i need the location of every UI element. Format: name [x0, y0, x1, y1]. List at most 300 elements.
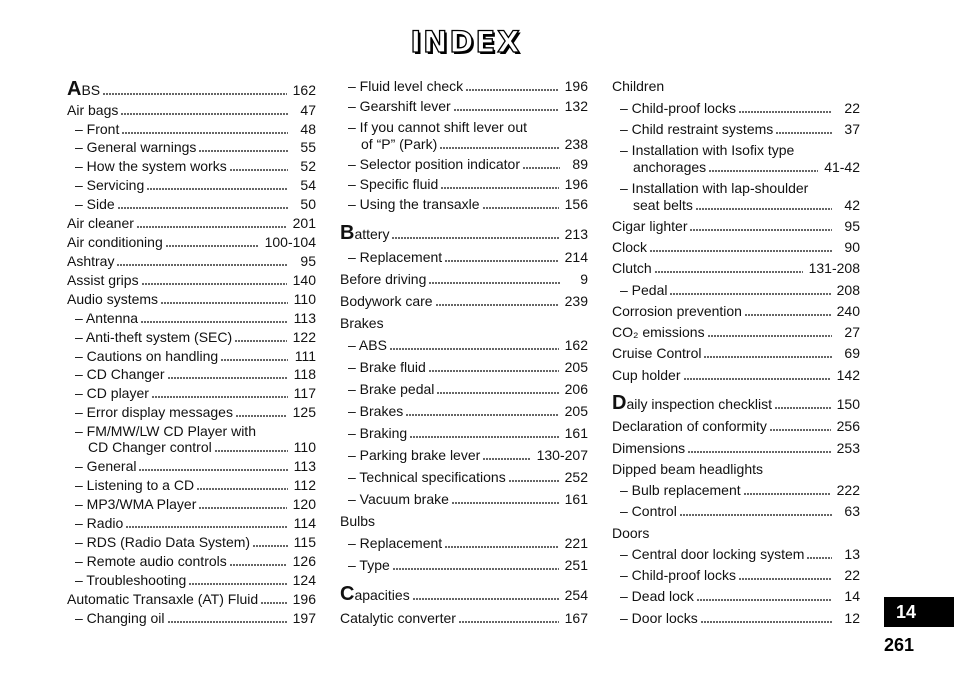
- entry-page: 205: [564, 359, 588, 375]
- entry-label: Cup holder: [612, 367, 681, 383]
- index-entry: [340, 468, 588, 486]
- index-entry: [340, 424, 588, 442]
- entry-label: – Child-proof locks: [620, 567, 736, 583]
- entry-page: 205: [564, 403, 588, 419]
- entry-page: 142: [836, 367, 860, 383]
- index-entry: [340, 512, 588, 530]
- dot-leader: [775, 407, 831, 409]
- index-entry: [67, 609, 316, 627]
- index-entry: [67, 514, 316, 532]
- entry-page: 254: [564, 587, 588, 603]
- entry-label: – FM/MW/LW CD Player with: [75, 423, 256, 439]
- index-entry: [612, 302, 860, 320]
- entry-label: – Control: [620, 503, 677, 519]
- dot-leader: [445, 260, 558, 262]
- index-entry: [612, 393, 860, 413]
- dot-leader: [166, 245, 259, 247]
- entry-label: – Side: [75, 196, 115, 212]
- dot-leader: [161, 302, 288, 304]
- entry-page: 126: [292, 553, 316, 569]
- entry-label: seat belts: [633, 197, 693, 213]
- entry-label: – Servicing: [75, 177, 145, 193]
- entry-page: 197: [292, 610, 316, 626]
- entry-page: 161: [564, 491, 588, 507]
- dot-leader: [684, 378, 831, 380]
- index-entry: [612, 545, 860, 563]
- dot-leader: [680, 514, 832, 516]
- index-entry: [612, 120, 860, 138]
- entry-page: 196: [292, 591, 316, 607]
- entry-label: – Cautions on handling: [75, 348, 219, 364]
- index-entry: [340, 97, 588, 115]
- entry-label: anchorages: [633, 159, 707, 175]
- entry-label: CD Changer control: [88, 439, 212, 455]
- entry-label: – Type: [348, 557, 390, 573]
- index-entry: [340, 314, 588, 332]
- entry-label: – Bulb replacement: [620, 482, 741, 498]
- entry-label: Doors: [612, 525, 650, 541]
- entry-page: 117: [293, 385, 316, 401]
- dot-leader: [152, 396, 288, 398]
- dot-leader: [445, 546, 558, 548]
- entry-label: Brakes: [340, 315, 384, 331]
- dot-leader: [253, 545, 288, 547]
- entry-page: 111: [294, 348, 316, 364]
- index-entry: [340, 292, 588, 310]
- entry-label: Capacities: [340, 583, 410, 605]
- index-entry: [612, 587, 860, 605]
- index-entry: [340, 175, 588, 193]
- entry-page: 201: [292, 215, 316, 231]
- index-entry: [612, 366, 860, 384]
- index-entry: [612, 99, 860, 117]
- index-entry: [612, 344, 860, 362]
- index-entry: [67, 138, 316, 156]
- entry-label: Assist grips: [67, 272, 139, 288]
- dot-leader: [392, 237, 558, 239]
- index-entry: [67, 120, 316, 138]
- dot-leader: [701, 621, 832, 623]
- entry-label: – Selector position indicator: [348, 156, 520, 172]
- entry-page: 90: [844, 239, 860, 255]
- entry-page: 13: [844, 546, 860, 562]
- index-entry: [67, 552, 316, 570]
- index-entry: [67, 271, 316, 289]
- index-entry: [612, 238, 860, 256]
- index-entry: [67, 590, 316, 608]
- index-column-1: [67, 0, 316, 660]
- dot-leader: [230, 169, 288, 171]
- dot-leader: [650, 250, 832, 252]
- entry-label: – Central door locking system: [620, 546, 805, 562]
- dot-leader: [429, 370, 559, 372]
- entry-page: 110: [293, 439, 316, 455]
- entry-page: 112: [293, 477, 316, 493]
- entry-page: 206: [564, 381, 588, 397]
- index-entry: [67, 495, 316, 513]
- entry-label: – Installation with Isofix type: [620, 142, 795, 158]
- dot-leader: [199, 507, 286, 509]
- entry-page: 167: [564, 610, 588, 626]
- entry-label: Catalytic converter: [340, 610, 456, 626]
- dot-leader: [390, 348, 559, 350]
- index-entry: [67, 365, 316, 383]
- dot-leader: [142, 283, 287, 285]
- entry-label: – Parking brake lever: [348, 447, 481, 463]
- entry-label: – RDS (Radio Data System): [75, 534, 251, 550]
- entry-page: 222: [836, 482, 860, 498]
- entry-label: – Anti-theft system (SEC): [75, 329, 233, 345]
- entry-page: 239: [564, 293, 588, 309]
- entry-label: – If you cannot shift lever out: [348, 119, 527, 135]
- dot-leader: [168, 377, 288, 379]
- index-entry: [340, 135, 588, 153]
- dot-leader: [708, 335, 832, 337]
- dot-leader: [670, 293, 830, 295]
- entry-label: – ABS: [348, 337, 387, 353]
- index-entry: [340, 77, 588, 95]
- dot-leader: [459, 621, 559, 623]
- entry-label: Declaration of conformity: [612, 418, 767, 434]
- index-entry: [340, 490, 588, 508]
- index-entry: [67, 533, 316, 551]
- entry-label: Clutch: [612, 260, 652, 276]
- dot-leader: [523, 167, 560, 169]
- dot-leader: [189, 583, 286, 585]
- chapter-number: 14: [896, 602, 917, 622]
- index-entry: [340, 584, 588, 604]
- entry-page: 213: [564, 226, 588, 242]
- entry-page: 132: [564, 98, 588, 114]
- entry-label: – Brakes: [348, 403, 404, 419]
- entry-page: 12: [844, 610, 860, 626]
- entry-page: 27: [844, 324, 860, 340]
- entry-label: ABS: [67, 78, 101, 100]
- entry-page: 196: [564, 176, 588, 192]
- entry-label: Air bags: [67, 102, 119, 118]
- index-entry: [612, 196, 860, 214]
- dot-leader: [704, 356, 832, 358]
- index-entry: [612, 524, 860, 542]
- index-entry: [67, 309, 316, 327]
- entry-label: – Replacement: [348, 249, 443, 265]
- entry-label: Cigar lighter: [612, 218, 688, 234]
- index-entry: [340, 534, 588, 552]
- entry-label: – CD Changer: [75, 366, 165, 382]
- entry-page: 54: [300, 177, 316, 193]
- index-entry: [612, 141, 860, 159]
- index-entry: [612, 217, 860, 235]
- index-entry: [67, 176, 316, 194]
- entry-page: 140: [292, 272, 316, 288]
- entry-page: 115: [293, 534, 316, 550]
- entry-page: 120: [292, 496, 316, 512]
- dot-leader: [739, 111, 832, 113]
- dot-leader: [126, 526, 287, 528]
- index-entry: [612, 502, 860, 520]
- entry-page: 221: [564, 535, 588, 551]
- entry-page: 63: [844, 503, 860, 519]
- index-column-2: [340, 0, 588, 660]
- dot-leader: [221, 359, 288, 361]
- entry-page: 48: [300, 121, 316, 137]
- entry-label: – Front: [75, 121, 120, 137]
- index-entry: [340, 609, 588, 627]
- dot-leader: [440, 147, 558, 149]
- dot-leader: [393, 568, 559, 570]
- dot-leader: [197, 488, 288, 490]
- entry-page: 37: [844, 121, 860, 137]
- entry-page: 214: [564, 249, 588, 265]
- entry-page: 238: [564, 136, 588, 152]
- entry-label: – Installation with lap-shoulder: [620, 180, 809, 196]
- entry-page: 41-42: [824, 159, 860, 175]
- index-entry: [67, 101, 316, 119]
- dot-leader: [122, 132, 288, 134]
- entry-label: – Fluid level check: [348, 78, 464, 94]
- entry-page: 125: [292, 404, 316, 420]
- index-entry: [67, 571, 316, 589]
- index-entry: [67, 347, 316, 365]
- index-entry: [67, 403, 316, 421]
- entry-page: 196: [564, 78, 588, 94]
- index-entry: [612, 323, 860, 341]
- dot-leader: [413, 598, 559, 600]
- entry-page: 69: [844, 345, 860, 361]
- dot-leader: [410, 436, 558, 438]
- entry-page: 122: [292, 329, 316, 345]
- index-entry: [67, 233, 316, 251]
- entry-label: – Vacuum brake: [348, 491, 449, 507]
- dot-leader: [103, 93, 287, 95]
- entry-page: 114: [293, 515, 316, 531]
- entry-label: Corrosion prevention: [612, 303, 742, 319]
- dot-leader: [770, 429, 831, 431]
- index-entry: [67, 476, 316, 494]
- index-entry: [67, 290, 316, 308]
- index-entry: [340, 446, 588, 464]
- index-entry: [612, 417, 860, 435]
- index-entry: [612, 460, 860, 478]
- dot-leader: [739, 578, 832, 580]
- dot-leader: [121, 113, 288, 115]
- dot-leader: [141, 321, 288, 323]
- dot-leader: [655, 271, 803, 273]
- entry-label: – Child restraint systems: [620, 121, 774, 137]
- entry-label: – Remote audio controls: [75, 553, 227, 569]
- entry-page: 150: [836, 396, 860, 412]
- entry-label: – Braking: [348, 425, 408, 441]
- dot-leader: [744, 493, 831, 495]
- page-title: INDEX: [410, 25, 522, 59]
- entry-label: Audio systems: [67, 291, 159, 307]
- index-entry: [612, 179, 860, 197]
- index-entry: [67, 79, 316, 99]
- dot-leader: [466, 89, 558, 91]
- entry-label: – Listening to a CD: [75, 477, 195, 493]
- dot-leader: [709, 170, 818, 172]
- dot-leader: [454, 109, 559, 111]
- dot-leader: [236, 415, 287, 417]
- entry-label: – Using the transaxle: [348, 196, 480, 212]
- entry-label: Automatic Transaxle (AT) Fluid: [67, 591, 259, 607]
- entry-page: 42: [844, 197, 860, 213]
- dot-leader: [696, 208, 832, 210]
- index-entry: [340, 358, 588, 376]
- entry-page: 251: [564, 557, 588, 573]
- dot-leader: [137, 226, 287, 228]
- entry-page: 253: [836, 440, 860, 456]
- entry-page: 110: [293, 291, 316, 307]
- entry-label: – Brake pedal: [348, 381, 435, 397]
- dot-leader: [745, 314, 831, 316]
- dot-leader: [147, 188, 288, 190]
- dot-leader: [688, 451, 831, 453]
- entry-label: – Specific fluid: [348, 176, 439, 192]
- entry-label: – Technical specifications: [348, 469, 506, 485]
- entry-label: – Troubleshooting: [75, 572, 187, 588]
- dot-leader: [776, 132, 832, 134]
- dot-leader: [483, 458, 530, 460]
- entry-label: Dipped beam headlights: [612, 461, 763, 477]
- entry-page: 124: [292, 572, 316, 588]
- dot-leader: [235, 340, 286, 342]
- entry-page: 95: [300, 253, 316, 269]
- entry-page: 100-104: [264, 234, 316, 250]
- index-entry: [67, 438, 316, 456]
- entry-label: – Replacement: [348, 535, 443, 551]
- dot-leader: [697, 599, 832, 601]
- entry-label: Daily inspection checklist: [612, 392, 772, 414]
- dot-leader: [483, 207, 559, 209]
- dot-leader: [139, 469, 287, 471]
- dot-leader: [429, 282, 560, 284]
- index-entry: [612, 439, 860, 457]
- entry-page: 113: [293, 458, 316, 474]
- entry-label: of “P” (Park): [361, 136, 438, 152]
- entry-label: Clock: [612, 239, 648, 255]
- entry-label: – Pedal: [620, 282, 668, 298]
- entry-label: – General: [75, 458, 137, 474]
- entry-page: 95: [844, 218, 860, 234]
- index-entry: [612, 259, 860, 277]
- entry-page: 161: [564, 425, 588, 441]
- dot-leader: [230, 564, 287, 566]
- index-entry: [612, 281, 860, 299]
- index-entry: [340, 155, 588, 173]
- entry-label: – How the system works: [75, 158, 227, 174]
- entry-page: 113: [293, 310, 316, 326]
- dot-leader: [441, 187, 558, 189]
- entry-label: – Dead lock: [620, 588, 694, 604]
- entry-label: – Brake fluid: [348, 359, 426, 375]
- entry-page: 22: [844, 100, 860, 116]
- index-column-3: [612, 0, 860, 660]
- page-number: 261: [884, 635, 915, 655]
- entry-label: Ashtray: [67, 253, 115, 269]
- dot-leader: [261, 602, 287, 604]
- entry-page: 252: [564, 469, 588, 485]
- entry-label: Dimensions: [612, 440, 686, 456]
- index-entry: [340, 336, 588, 354]
- entry-label: – General warnings: [75, 139, 197, 155]
- entry-page: 22: [844, 567, 860, 583]
- entry-label: – Changing oil: [75, 610, 165, 626]
- dot-leader: [199, 150, 288, 152]
- entry-label: Air cleaner: [67, 215, 134, 231]
- index-entry: [340, 195, 588, 213]
- dot-leader: [118, 207, 288, 209]
- dot-leader: [807, 557, 832, 559]
- entry-label: Bodywork care: [340, 293, 433, 309]
- index-entry: [612, 77, 860, 95]
- index-entry: [67, 195, 316, 213]
- index-entry: [340, 556, 588, 574]
- entry-label: – MP3/WMA Player: [75, 496, 197, 512]
- index-entry: [340, 248, 588, 266]
- entry-page: 240: [836, 303, 860, 319]
- dot-leader: [690, 229, 832, 231]
- entry-page: 55: [300, 139, 316, 155]
- dot-leader: [215, 450, 288, 452]
- entry-label: Bulbs: [340, 513, 376, 529]
- entry-page: 50: [300, 196, 316, 212]
- index-entry: [612, 481, 860, 499]
- entry-label: – Gearshift lever: [348, 98, 451, 114]
- index-entry: [340, 118, 588, 136]
- dot-leader: [452, 502, 559, 504]
- index-entry: [612, 566, 860, 584]
- index-entry: [612, 609, 860, 627]
- index-entry: [340, 402, 588, 420]
- entry-label: – Antenna: [75, 310, 139, 326]
- index-entry: [67, 457, 316, 475]
- entry-page: 14: [844, 588, 860, 604]
- index-entry: [67, 252, 316, 270]
- entry-label: Children: [612, 78, 665, 94]
- entry-label: CO₂ emissions: [612, 324, 705, 340]
- entry-page: 118: [293, 366, 316, 382]
- dot-leader: [117, 264, 288, 266]
- entry-label: – Child-proof locks: [620, 100, 736, 116]
- index-entry: [340, 270, 588, 288]
- index-entry: [340, 223, 588, 243]
- dot-leader: [436, 304, 559, 306]
- entry-page: 131-208: [808, 260, 860, 276]
- entry-label: – Radio: [75, 515, 124, 531]
- entry-page: 162: [564, 337, 588, 353]
- index-entry: [612, 158, 860, 176]
- entry-label: Cruise Control: [612, 345, 702, 361]
- entry-page: 47: [300, 102, 316, 118]
- dot-leader: [406, 414, 558, 416]
- index-entry: [67, 157, 316, 175]
- dot-leader: [168, 621, 287, 623]
- entry-label: – CD player: [75, 385, 149, 401]
- entry-page: 89: [572, 156, 588, 172]
- index-entry: [67, 384, 316, 402]
- entry-page: 130-207: [536, 447, 588, 463]
- dot-leader: [437, 392, 558, 394]
- chapter-tab: [884, 597, 954, 627]
- entry-label: – Door locks: [620, 610, 698, 626]
- entry-label: Before driving: [340, 271, 427, 287]
- entry-page: 256: [836, 418, 860, 434]
- entry-page: 208: [836, 282, 860, 298]
- entry-page: 156: [564, 196, 588, 212]
- entry-page: 52: [300, 158, 316, 174]
- index-entry: [340, 380, 588, 398]
